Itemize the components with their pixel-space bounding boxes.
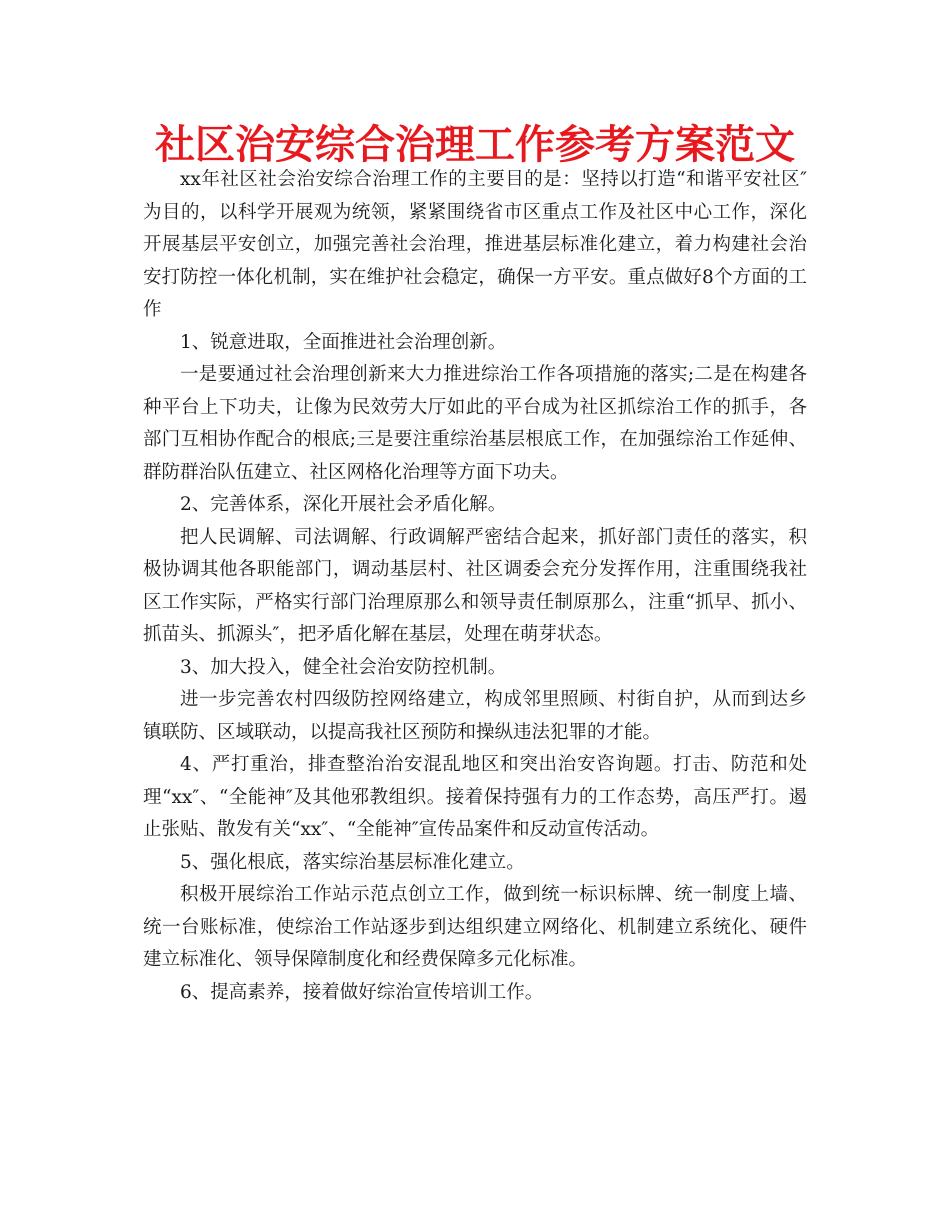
section-heading-2: 2、完善体系，深化开展社会矛盾化解。 (180, 494, 507, 515)
section-paragraph-1: 一是要通过社会治理创新来大力推进综治工作各项措施的落实;二是在构建各种平台上下功夫，让像为民效劳大厅如此的平台成为社区抓综治工作的抓手，各部门互相协作配合的根底;三是要注重综治基层根底工作，在加强综治工作延伸、群防群治队伍建立、社区网格化治理等方面下功夫。 (143, 364, 807, 483)
section-heading-5: 5、强化根底，落实综治基层标准化建立。 (180, 851, 525, 873)
section-heading-4: 4、严打重治，排查整治治安混乱地区和突出治安咨询题。打击、防范和处理“xx″、“全能神″及其他邪教组织。接着保持强有力的工作态势，高压严打。遏止张贴、散发有关“xx″、“全能神″宣传品案件和反动宣传活动。 (143, 754, 807, 840)
section-paragraph-3: 进一步完善农村四级防控网络建立，构成邻里照顾、村街自护，从而到达乡镇联防、区域联动，以提高我社区预防和操纵违法犯罪的才能。 (143, 689, 807, 743)
section-paragraph-2: 把人民调解、司法调解、行政调解严密结合起来，抓好部门责任的落实，积极协调其他各职能部门，调动基层村、社区调委会充分发挥作用，注重围绕我社区工作实际，严格实行部门治理原那么和领导责任制原那么，注重“抓早、抓小、抓苗头、抓源头″，把矛盾化解在基层，处理在萌芽状态。 (143, 526, 807, 645)
section-heading-3: 3、加大投入，健全社会治安防控机制。 (180, 656, 507, 678)
section-heading-6: 6、提高素养，接着做好综治宣传培训工作。 (180, 981, 544, 1003)
section-heading-1: 1、锐意进取，全面推进社会治理创新。 (180, 331, 507, 353)
document-title: 社区治安综合治理工作参考方案范文 (155, 122, 795, 168)
intro-paragraph: xx年社区社会治安综合治理工作的主要目的是：坚持以打造“和谐平安社区″为目的，以科学开展观为统领，紧紧围绕省市区重点工作及社区中心工作，深化开展基层平安创立，加强完善社会治理，推进基层标准化建立，着力构建社会治安打防控一体化机制，实在维护社会稳定，确保一方平安。重点做好8个方面的工作 (143, 169, 807, 320)
section-paragraph-5: 积极开展综治工作站示范点创立工作，做到统一标识标牌、统一制度上墙、统一台账标准，使综治工作站逐步到达组织建立网络化、机制建立系统化、硬件建立标准化、领导保障制度化和经费保障多元化标准。 (143, 884, 807, 970)
document-body (143, 164, 807, 1009)
